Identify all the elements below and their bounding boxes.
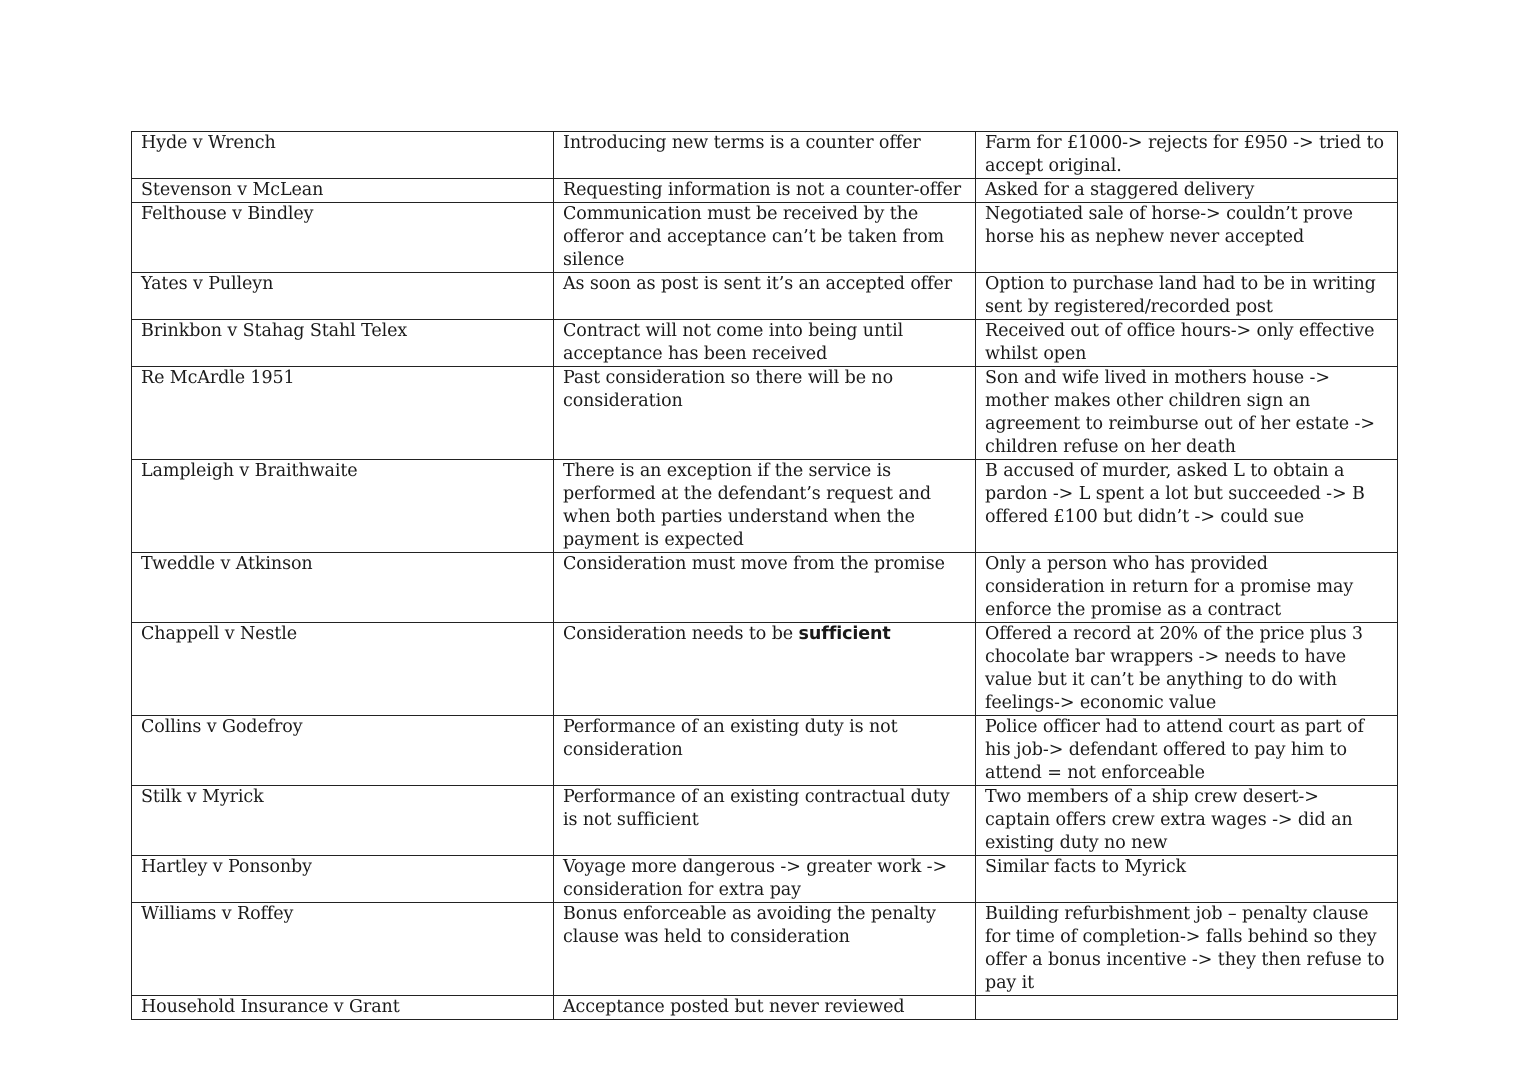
case-name-cell: Lampleigh v Braithwaite <box>132 460 554 553</box>
facts-cell: Building refurbishment job – penalty clause for time of completion-> falls behind so they offer a bonus incentive -> they then refuse to pay it <box>976 903 1398 996</box>
case-name-cell: Stilk v Myrick <box>132 786 554 856</box>
table-row <box>132 553 1398 623</box>
table-row <box>132 996 1398 1020</box>
principle-text: Consideration needs to be <box>563 624 799 644</box>
principle-cell: Consideration must move from the promise <box>554 553 976 623</box>
principle-cell: As soon as post is sent it’s an accepted offer <box>554 273 976 320</box>
facts-cell: Similar facts to Myrick <box>976 856 1398 903</box>
facts-cell: Option to purchase land had to be in writing sent by registered/recorded post <box>976 273 1398 320</box>
case-name-cell: Hyde v Wrench <box>132 132 554 179</box>
facts-cell: Police officer had to attend court as part of his job-> defendant offered to pay him to attend = not enforceable <box>976 716 1398 786</box>
facts-cell: Received out of office hours-> only effective whilst open <box>976 320 1398 367</box>
facts-cell <box>976 996 1398 1020</box>
table-row <box>132 623 1398 716</box>
case-name-cell: Hartley v Ponsonby <box>132 856 554 903</box>
case-name-cell: Williams v Roffey <box>132 903 554 996</box>
case-name-cell: Stevenson v McLean <box>132 179 554 203</box>
facts-cell: Offered a record at 20% of the price plus 3 chocolate bar wrappers -> needs to have value but it can’t be anything to do with feelings-> economic value <box>976 623 1398 716</box>
case-name-cell: Felthouse v Bindley <box>132 203 554 273</box>
table-row <box>132 320 1398 367</box>
case-name-cell: Yates v Pulleyn <box>132 273 554 320</box>
principle-cell: Contract will not come into being until acceptance has been received <box>554 320 976 367</box>
case-name-cell: Chappell v Nestle <box>132 623 554 716</box>
table-row <box>132 856 1398 903</box>
principle-cell: Communication must be received by the offeror and acceptance can’t be taken from silence <box>554 203 976 273</box>
table-row <box>132 903 1398 996</box>
principle-cell: Acceptance posted but never reviewed <box>554 996 976 1020</box>
case-name-cell: Collins v Godefroy <box>132 716 554 786</box>
facts-cell: Asked for a staggered delivery <box>976 179 1398 203</box>
table-row <box>132 460 1398 553</box>
principle-cell: Introducing new terms is a counter offer <box>554 132 976 179</box>
table-row <box>132 179 1398 203</box>
principle-cell: There is an exception if the service is performed at the defendant’s request and when both parties understand when the payment is expected <box>554 460 976 553</box>
facts-cell: Two members of a ship crew desert-> captain offers crew extra wages -> did an existing duty no new <box>976 786 1398 856</box>
case-name-cell: Re McArdle 1951 <box>132 367 554 460</box>
principle-emphasis: sufficient <box>798 624 891 644</box>
case-name-cell: Brinkbon v Stahag Stahl Telex <box>132 320 554 367</box>
table-row <box>132 716 1398 786</box>
principle-cell: Requesting information is not a counter-offer <box>554 179 976 203</box>
principle-cell: Voyage more dangerous -> greater work -> consideration for extra pay <box>554 856 976 903</box>
principle-cell <box>554 623 976 716</box>
facts-cell: Farm for £1000-> rejects for £950 -> tried to accept original. <box>976 132 1398 179</box>
principle-cell: Performance of an existing contractual duty is not sufficient <box>554 786 976 856</box>
facts-cell: B accused of murder, asked L to obtain a pardon -> L spent a lot but succeeded -> B offered £100 but didn’t -> could sue <box>976 460 1398 553</box>
principle-cell: Bonus enforceable as avoiding the penalty clause was held to consideration <box>554 903 976 996</box>
table-row <box>132 132 1398 179</box>
table-row <box>132 203 1398 273</box>
facts-cell: Son and wife lived in mothers house -> mother makes other children sign an agreement to reimburse out of her estate -> children refuse on her death <box>976 367 1398 460</box>
table-row <box>132 367 1398 460</box>
principle-cell: Past consideration so there will be no consideration <box>554 367 976 460</box>
principle-cell: Performance of an existing duty is not consideration <box>554 716 976 786</box>
facts-cell: Only a person who has provided consideration in return for a promise may enforce the promise as a contract <box>976 553 1398 623</box>
facts-cell: Negotiated sale of horse-> couldn’t prove horse his as nephew never accepted <box>976 203 1398 273</box>
case-name-cell: Household Insurance v Grant <box>132 996 554 1020</box>
table-row <box>132 273 1398 320</box>
case-law-table <box>131 131 1398 1020</box>
table-row <box>132 786 1398 856</box>
case-name-cell: Tweddle v Atkinson <box>132 553 554 623</box>
